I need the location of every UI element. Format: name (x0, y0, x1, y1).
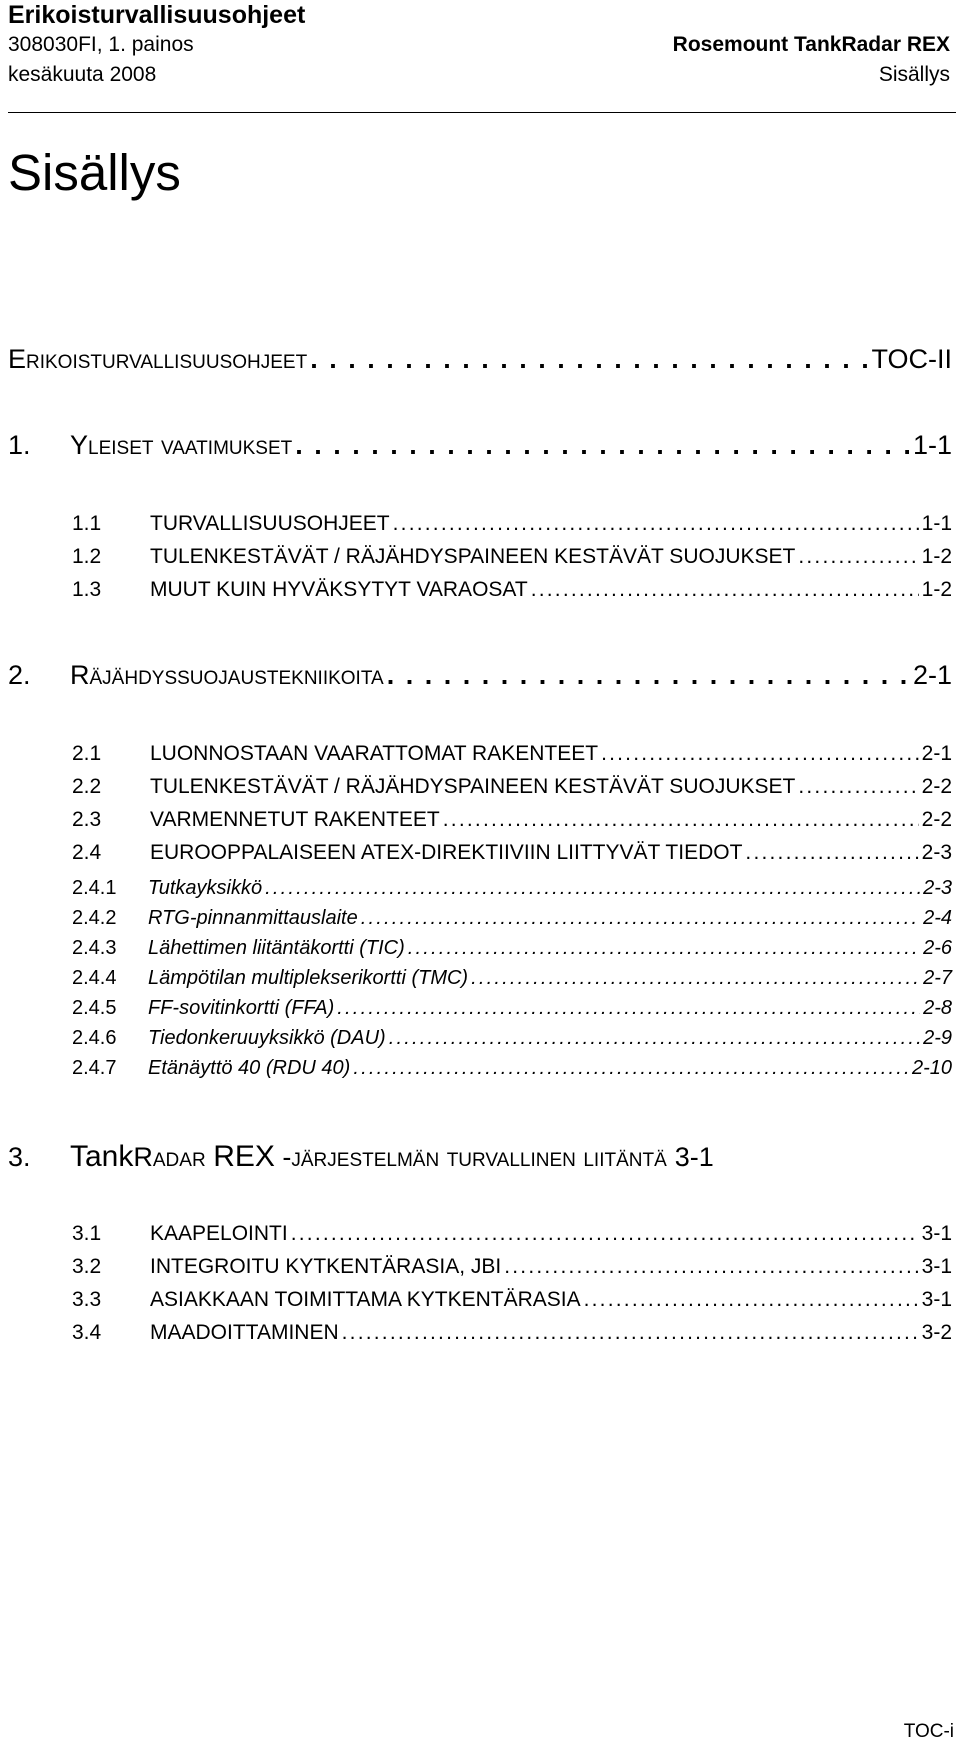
chapter-label (70, 1140, 667, 1174)
toc-subsection-2-4-5[interactable] (72, 997, 952, 1025)
subsection-page: 2-3 (923, 877, 952, 899)
chapter-page: 2-1 (912, 660, 952, 690)
subsection-label: Etänäyttö 40 (RDU 40) (148, 1057, 351, 1079)
subsection-page: 2-9 (923, 1027, 952, 1049)
chapter-number: 1. (8, 430, 31, 460)
subsection-page: 2-6 (923, 937, 952, 959)
product-name: Rosemount TankRadar REX (672, 33, 950, 56)
document-number: 308030FI, 1. painos (8, 33, 194, 56)
toc-entry-label: Erikoisturvallisuusohjeet (8, 344, 308, 374)
section-page: 1-1 (921, 512, 952, 535)
leader-dots (337, 997, 920, 1020)
section-page: 1-2 (921, 545, 952, 568)
leader-dots (361, 907, 920, 930)
toc-section-2-3[interactable] (72, 808, 952, 838)
section-label: KAAPELOINTI (150, 1222, 288, 1245)
section-label: TULENKESTÄVÄT / RÄJÄHDYSPAINEEN KESTÄVÄT SUOJUKSET (150, 775, 796, 798)
leader-dots (295, 430, 910, 461)
toc-chapter-3[interactable] (8, 1140, 952, 1180)
chapter-label: Yleiset vaatimukset (70, 430, 293, 460)
section-page: 2-2 (921, 775, 952, 798)
section-page: 3-1 (921, 1288, 952, 1311)
leader-dots (601, 742, 919, 766)
subsection-page: 2-8 (923, 997, 952, 1019)
toc-subsection-2-4-7[interactable] (72, 1057, 952, 1085)
toc-subsection-2-4-1[interactable] (72, 877, 952, 905)
subsection-number: 2.4.2 (72, 907, 117, 929)
toc-section-2-1[interactable] (72, 742, 952, 772)
section-number: 3.3 (72, 1288, 102, 1311)
subsection-label: Tiedonkeruuyksikkö (DAU) (148, 1027, 386, 1049)
toc-chapter-1[interactable] (8, 430, 952, 470)
subsection-page: 2-7 (923, 967, 952, 989)
toc-subsection-2-4-3[interactable] (72, 937, 952, 965)
section-page: 3-1 (921, 1255, 952, 1278)
chapter-label: Räjähdyssuojaustekniikoita (70, 660, 384, 690)
section-label: VARMENNETUT RAKENTEET (150, 808, 440, 831)
page-title: Sisällys (8, 144, 181, 201)
leader-dots (408, 937, 920, 960)
toc-section-1-2[interactable] (72, 545, 952, 575)
leader-dots (393, 512, 919, 536)
section-page: 3-1 (921, 1222, 952, 1245)
subsection-number: 2.4.1 (72, 877, 117, 899)
leader-dots (504, 1255, 918, 1279)
section-name: Sisällys (878, 63, 950, 86)
subsection-number: 2.4.6 (72, 1027, 117, 1049)
chapter-page: 1-1 (912, 430, 952, 460)
section-page: 2-1 (921, 742, 952, 765)
subsection-page: 2-4 (923, 907, 952, 929)
subsection-number: 2.4.3 (72, 937, 117, 959)
section-page: 2-2 (921, 808, 952, 831)
leader-dots (584, 1288, 919, 1312)
toc-entry-page: TOC-II (871, 344, 952, 374)
document-date: kesäkuuta 2008 (8, 63, 157, 86)
subsection-label: Tutkayksikkö (148, 877, 263, 899)
toc-entry-front[interactable] (8, 344, 952, 384)
section-label: INTEGROITU KYTKENTÄRASIA, JBI (150, 1255, 502, 1278)
document-title: Erikoisturvallisuusohjeet (8, 1, 306, 29)
leader-dots (798, 775, 918, 799)
chapter-number: 3. (8, 1142, 31, 1172)
chapter-label-part: REX (213, 1140, 275, 1173)
toc-subsection-2-4-2[interactable] (72, 907, 952, 935)
leader-dots (387, 660, 910, 691)
toc-chapter-2[interactable] (8, 660, 952, 700)
chapter-page: 3-1 (674, 1142, 714, 1172)
section-page: 2-3 (921, 841, 952, 864)
toc-section-1-3[interactable] (72, 578, 952, 608)
chapter-label-part: Tank (70, 1140, 134, 1173)
leader-dots (265, 877, 920, 900)
subsection-label: RTG-pinnanmittauslaite (148, 907, 358, 929)
section-label: TURVALLISUUSOHJEET (150, 512, 390, 535)
toc-section-3-3[interactable] (72, 1288, 952, 1318)
toc-subsection-2-4-4[interactable] (72, 967, 952, 995)
leader-dots (291, 1222, 919, 1246)
subsection-label: Lämpötilan multiplekserikortti (TMC) (148, 967, 469, 989)
subsection-page: 2-10 (911, 1057, 952, 1079)
leader-dots (798, 545, 918, 569)
section-number: 1.2 (72, 545, 102, 568)
section-number: 2.2 (72, 775, 102, 798)
leader-dots (353, 1057, 909, 1080)
section-label: LUONNOSTAAN VAARATTOMAT RAKENTEET (150, 742, 599, 765)
section-number: 1.1 (72, 512, 102, 535)
section-number: 3.1 (72, 1222, 102, 1245)
subsection-label: Lähettimen liitäntäkortti (TIC) (148, 937, 405, 959)
toc-section-3-4[interactable] (72, 1321, 952, 1351)
section-page: 3-2 (921, 1321, 952, 1344)
section-number: 3.4 (72, 1321, 102, 1344)
subsection-label: FF-sovitinkortti (FFA) (148, 997, 335, 1019)
chapter-number: 2. (8, 660, 31, 690)
section-label: ASIAKKAAN TOIMITTAMA KYTKENTÄRASIA (150, 1288, 581, 1311)
section-number: 2.1 (72, 742, 102, 765)
subsection-number: 2.4.4 (72, 967, 117, 989)
leader-dots (310, 344, 868, 375)
section-label: MUUT KUIN HYVÄKSYTYT VARAOSAT (150, 578, 528, 601)
toc-section-3-1[interactable] (72, 1222, 952, 1252)
toc-section-2-4[interactable] (72, 841, 952, 871)
toc-section-1-1[interactable] (72, 512, 952, 542)
section-label: MAADOITTAMINEN (150, 1321, 339, 1344)
leader-dots (389, 1027, 920, 1050)
section-number: 2.3 (72, 808, 102, 831)
leader-dots (443, 808, 919, 832)
subsection-number: 2.4.7 (72, 1057, 117, 1079)
section-number: 2.4 (72, 841, 102, 864)
chapter-label-part: Radar (133, 1142, 206, 1172)
section-number: 1.3 (72, 578, 102, 601)
section-label: EUROOPPALAISEEN ATEX-DIREKTIIVIIN LIITTYVÄT TIEDOT (150, 841, 743, 864)
toc-section-3-2[interactable] (72, 1255, 952, 1285)
page-number: TOC-i (903, 1721, 954, 1742)
section-page: 1-2 (921, 578, 952, 601)
leader-dots (745, 841, 918, 865)
subsection-number: 2.4.5 (72, 997, 117, 1019)
chapter-label-part: -järjestelmän turvallinen liitäntä (282, 1142, 667, 1172)
leader-dots (531, 578, 919, 602)
leader-dots (342, 1321, 919, 1345)
section-number: 3.2 (72, 1255, 102, 1278)
toc-subsection-2-4-6[interactable] (72, 1027, 952, 1055)
section-label: TULENKESTÄVÄT / RÄJÄHDYSPAINEEN KESTÄVÄT SUOJUKSET (150, 545, 796, 568)
leader-dots (471, 967, 920, 990)
toc-section-2-2[interactable] (72, 775, 952, 805)
